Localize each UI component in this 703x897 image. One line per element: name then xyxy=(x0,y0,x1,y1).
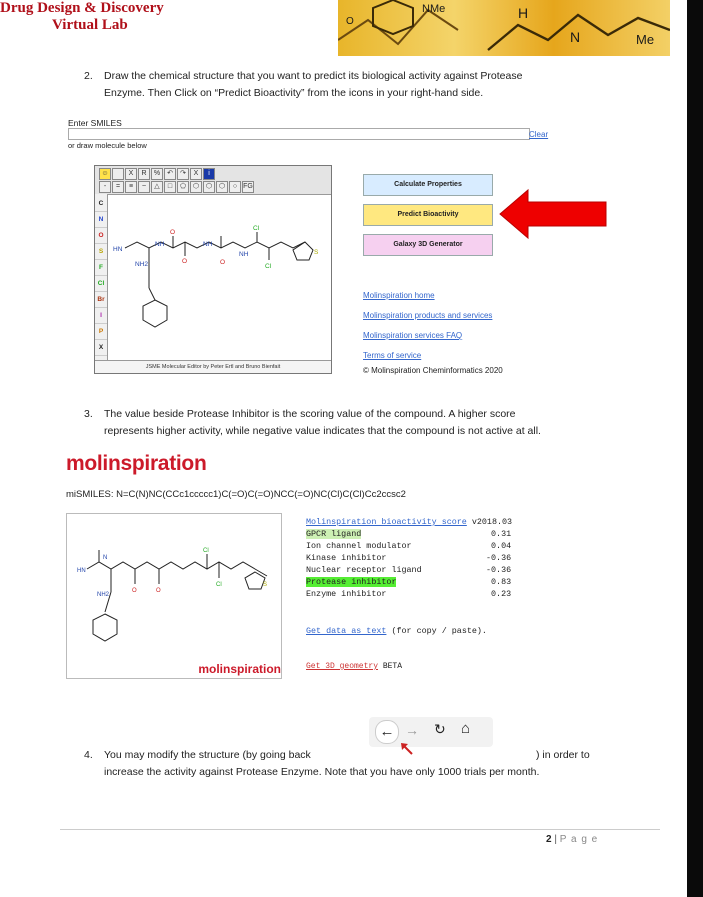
editor-footer: JSME Molecular Editor by Peter Ertl and Bruno Bienfait xyxy=(95,360,331,373)
atom-button-p[interactable]: P xyxy=(95,324,107,340)
molecule-editor[interactable] xyxy=(94,165,332,374)
page-label: P a g e xyxy=(559,834,599,845)
banner-label-nme: NMe xyxy=(422,3,446,15)
copyright-text: © Molinspiration Cheminformatics 2020 xyxy=(363,366,503,375)
link-home[interactable]: Molinspiration home xyxy=(363,291,435,300)
molinspiration-logo-small: molinspiration xyxy=(198,662,281,676)
toolbar-tool-4[interactable]: % xyxy=(151,168,163,180)
step4-line1b: ) in order to xyxy=(536,749,590,761)
get-data-row xyxy=(306,626,487,636)
header-title-line1: Drug Design & Discovery xyxy=(0,0,164,16)
link-services-faq[interactable]: Molinspiration services FAQ xyxy=(363,331,463,340)
atom-button-x[interactable]: X xyxy=(95,340,107,356)
svg-text:O: O xyxy=(132,588,137,594)
calculate-properties-button[interactable]: Calculate Properties xyxy=(363,174,493,196)
mismiles-text: miSMILES: N=C(N)NC(CCc1ccccc1)C(=O)C(=O)NCC(=O)NC(Cl)C(Cl)Cc2ccsc2 xyxy=(66,489,406,500)
header-title-line2: Virtual Lab xyxy=(52,17,128,33)
score-name: Ion channel modulator xyxy=(306,541,412,551)
step3-line2: represents higher activity, while negative value indicates that the compound is not active at all. xyxy=(104,425,541,437)
result-structure-image xyxy=(66,513,282,679)
toolbar-tool-2[interactable]: X xyxy=(125,168,137,180)
score-row-protease xyxy=(306,576,511,588)
browser-nav-snippet xyxy=(369,717,493,747)
step2-line2: Enzyme. Then Click on “Predict Bioactivity” from the icons in your right-hand side. xyxy=(104,87,484,99)
atom-button-n[interactable]: N xyxy=(95,212,107,228)
step4-line1a: You may modify the structure (by going back xyxy=(104,749,311,761)
svg-text:N: N xyxy=(103,555,108,561)
toolbar-tool-0[interactable]: ☺ xyxy=(99,168,111,180)
atom-label-o-2: O xyxy=(182,258,188,265)
get-data-link[interactable]: Get data as text xyxy=(306,626,387,636)
clear-link[interactable]: Clear xyxy=(529,130,549,139)
get-3d-link[interactable]: Get 3D geometry xyxy=(306,662,379,671)
banner-label-me: Me xyxy=(636,32,655,47)
step2-line1: Draw the chemical structure that you want to predict its biological activity against Protease xyxy=(104,70,523,82)
toolbar-tool-1[interactable] xyxy=(112,168,124,180)
svg-text:Cl: Cl xyxy=(203,548,209,554)
atom-label-nh2: NH2 xyxy=(135,261,149,268)
toolbar-bond-tool-10[interactable]: ○ xyxy=(229,181,241,193)
red-arrow-icon xyxy=(498,188,610,240)
molinspiration-links xyxy=(363,286,492,366)
score-version: v2018.03 xyxy=(471,517,513,527)
forward-arrow-icon[interactable]: → xyxy=(405,722,419,738)
toolbar-bond-tool-6[interactable]: ⬠ xyxy=(177,181,189,193)
header-banner-image xyxy=(338,0,670,56)
get-3d-row xyxy=(306,662,402,671)
score-name: Enzyme inhibitor xyxy=(306,589,387,599)
atom-label-nh-3: NH xyxy=(239,251,249,258)
banner-label-o: O xyxy=(346,16,354,27)
toolbar-tool-5[interactable]: ↶ xyxy=(164,168,176,180)
editor-molecule-drawing[interactable] xyxy=(107,196,329,358)
atom-label-cl-2: Cl xyxy=(265,263,272,270)
footer-divider xyxy=(60,829,660,830)
red-pointer-arrow-icon xyxy=(400,742,414,756)
score-row-enzyme xyxy=(306,588,511,600)
score-name: Kinase inhibitor xyxy=(306,553,387,563)
toolbar-bond-tool-2[interactable]: ≡ xyxy=(125,181,137,193)
step3-line1: The value beside Protease Inhibitor is the scoring value of the compound. A higher score xyxy=(104,408,516,420)
score-row-ion xyxy=(306,540,511,552)
atom-label-s: S xyxy=(314,249,319,256)
toolbar-bond-tool-0[interactable]: - xyxy=(99,181,111,193)
score-table xyxy=(306,528,511,600)
toolbar-bond-tool-8[interactable]: ⬡ xyxy=(203,181,215,193)
atom-button-o[interactable]: O xyxy=(95,228,107,244)
score-value: 0.04 xyxy=(491,541,512,551)
toolbar-tool-3[interactable]: R xyxy=(138,168,150,180)
toolbar-bond-tool-3[interactable]: ~ xyxy=(138,181,150,193)
toolbar-bond-tool-11[interactable]: FG xyxy=(242,181,254,193)
svg-text:NH2: NH2 xyxy=(97,592,110,598)
get-data-suffix: (for copy / paste). xyxy=(391,626,487,636)
banner-label-n: N xyxy=(570,29,581,45)
step4-line2: increase the activity against Protease Enzyme. Note that you have only 1000 trials per month. xyxy=(104,766,540,778)
atom-button-f[interactable]: F xyxy=(95,260,107,276)
svg-text:Cl: Cl xyxy=(216,582,222,588)
score-value: 0.31 xyxy=(491,529,512,539)
score-row-nuclear xyxy=(306,564,511,576)
atom-button-br[interactable]: Br xyxy=(95,292,107,308)
atom-label-nh-1: NH xyxy=(155,241,165,248)
galaxy-3d-generator-button[interactable]: Galaxy 3D Generator xyxy=(363,234,493,256)
atom-button-cl[interactable]: Cl xyxy=(95,276,107,292)
reload-icon[interactable]: ↻ xyxy=(434,721,446,737)
svg-text:O: O xyxy=(156,588,161,594)
toolbar-bond-tool-4[interactable]: △ xyxy=(151,181,163,193)
step4-number: 4. xyxy=(84,749,93,761)
banner-label-h: H xyxy=(518,5,529,21)
page-number: 2 xyxy=(546,834,552,845)
predict-bioactivity-button[interactable]: Predict Bioactivity xyxy=(363,204,493,226)
step2-text xyxy=(104,68,614,102)
step3-text xyxy=(104,406,624,440)
smiles-input[interactable] xyxy=(68,128,530,140)
link-terms[interactable]: Terms of service xyxy=(363,351,422,360)
toolbar-bond-tool-5[interactable]: □ xyxy=(164,181,176,193)
back-arrow-icon[interactable]: ← xyxy=(375,720,399,744)
toolbar-tool-7[interactable]: X xyxy=(190,168,202,180)
atom-label-o-3: O xyxy=(220,259,226,266)
atom-label-hn: HN xyxy=(113,246,123,253)
score-value: -0.36 xyxy=(486,565,512,575)
step3-number: 3. xyxy=(84,408,93,420)
score-name-highlighted: Protease inhibitor xyxy=(306,577,397,587)
draw-label: or draw molecule below xyxy=(68,141,147,150)
page-footer: 2 | P a g e xyxy=(546,834,599,845)
score-row-gpcr xyxy=(306,528,511,540)
atom-button-c[interactable]: C xyxy=(95,196,107,212)
atom-label-o-1: O xyxy=(170,229,176,236)
atom-label-nh-2: NH xyxy=(203,241,213,248)
score-value: 0.23 xyxy=(491,589,512,599)
bioactivity-score-panel xyxy=(306,516,512,600)
header-title xyxy=(0,0,164,34)
atom-button-i[interactable]: I xyxy=(95,308,107,324)
molinspiration-logo: molinspiration xyxy=(66,452,207,475)
score-value: 0.83 xyxy=(491,577,512,587)
link-products-services[interactable]: Molinspiration products and services xyxy=(363,311,493,320)
home-icon[interactable]: ⌂ xyxy=(461,720,471,737)
score-name: Nuclear receptor ligand xyxy=(306,565,422,575)
atom-label-cl-1: Cl xyxy=(253,225,260,232)
step2-number: 2. xyxy=(84,70,93,82)
atom-button-s[interactable]: S xyxy=(95,244,107,260)
score-name: GPCR ligand xyxy=(306,529,362,539)
toolbar-bond-tool-9[interactable]: ⬡ xyxy=(216,181,228,193)
toolbar-tool-8[interactable]: i xyxy=(203,168,215,180)
toolbar-tool-6[interactable]: ↷ xyxy=(177,168,189,180)
svg-text:S: S xyxy=(263,582,268,588)
get-3d-suffix: BETA xyxy=(382,662,403,671)
svg-text:HN: HN xyxy=(77,568,86,574)
score-title-link[interactable]: Molinspiration bioactivity score xyxy=(306,517,467,527)
toolbar-bond-tool-7[interactable]: ⬡ xyxy=(190,181,202,193)
score-value: -0.36 xyxy=(486,553,512,563)
page-edge-dark-strip xyxy=(687,0,703,897)
toolbar-bond-tool-1[interactable]: = xyxy=(112,181,124,193)
smiles-label: Enter SMILES xyxy=(68,118,122,128)
score-row-kinase xyxy=(306,552,511,564)
